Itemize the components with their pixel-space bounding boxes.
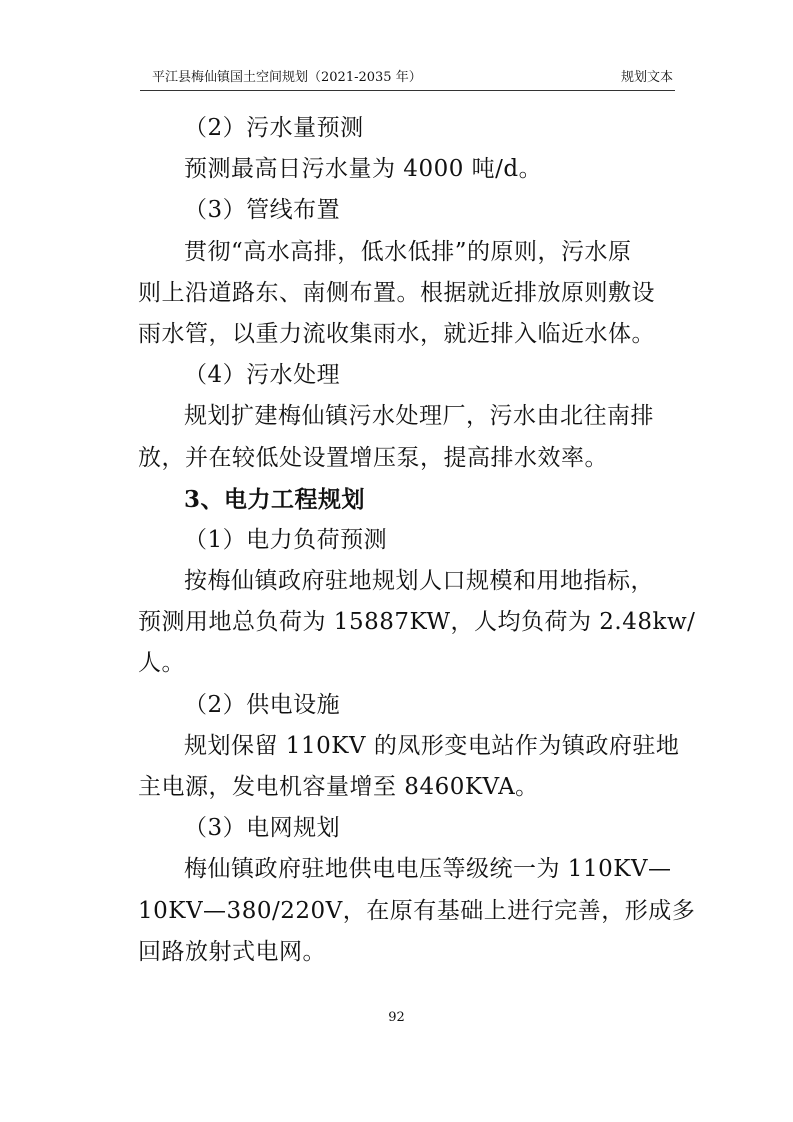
subheading-sewage-treatment: （4）污水处理: [184, 362, 341, 389]
paragraph-line: 回路放射式电网。: [138, 938, 326, 965]
subheading-power-facilities: （2）供电设施: [184, 691, 341, 718]
page-header: [140, 62, 675, 91]
subheading-sewage-forecast: （2）污水量预测: [184, 115, 364, 141]
paragraph-line: 预测用地总负荷为 15887KW，人均负荷为 2.48kw/: [138, 609, 696, 636]
paragraph-line: 规划扩建梅仙镇污水处理厂，污水由北往南排: [184, 403, 654, 430]
paragraph-line: 预测最高日污水量为 4000 吨/d。: [184, 156, 543, 183]
paragraph-line: 按梅仙镇政府驻地规划人口规模和用地指标，: [184, 568, 654, 595]
paragraph-line: 则上沿道路东、南侧布置。根据就近排放原则敷设: [138, 279, 655, 306]
paragraph-line: 放，并在较低处设置增压泵，提高排水效率。: [138, 444, 608, 471]
paragraph-line: 主电源，发电机容量增至 8460KVA。: [138, 774, 539, 800]
document-title: 平江县梅仙镇国土空间规划（2021-2035 年）: [152, 70, 422, 85]
subheading-power-load-forecast: （1）电力负荷预测: [184, 526, 388, 553]
page-number: 92: [388, 1010, 405, 1025]
page-body: [138, 108, 696, 973]
section-heading-power-engineering: 3、电力工程规划: [184, 485, 366, 513]
paragraph-line: 10KV—380/220V，在原有基础上进行完善，形成多: [138, 897, 696, 924]
paragraph-line: 雨水管，以重力流收集雨水，就近排入临近水体。: [138, 320, 655, 347]
subheading-grid-planning: （3）电网规划: [184, 815, 341, 842]
subheading-pipeline-layout: （3）管线布置: [184, 197, 341, 224]
paragraph-line: 梅仙镇政府驻地供电电压等级统一为 110KV—: [184, 856, 672, 883]
paragraph-line: 贯彻“高水高排，低水低排”的原则，污水原: [184, 238, 632, 265]
paragraph-line: 规划保留 110KV 的凤形变电站作为镇政府驻地: [184, 732, 680, 759]
document-type: 规划文本: [620, 70, 673, 85]
paragraph-line: 人。: [138, 650, 185, 677]
